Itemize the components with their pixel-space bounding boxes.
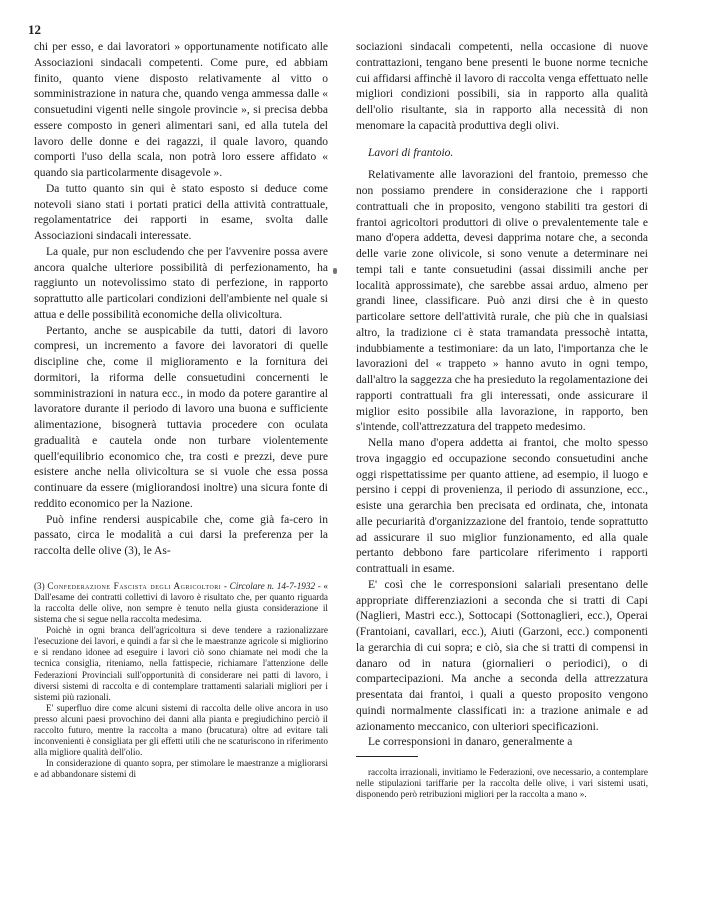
footnote-paragraph: In considerazione di quanto sopra, per stimolare le maestranze a migliorarsi e ad abbandonare sistemi di — [34, 758, 328, 780]
footnote-paragraph: Poichè in ogni branca dell'agricoltura si deve tendere a razionalizzare l'esecuzione dei lavori, e quindi a far sì che le maestranze agricole si migliorino e si rendano idonee ad eseguire i lavori ciò sono chiamate nei modi che la tecnica consiglia, riteniamo, nella fattispecie, richiamare l'attenzione delle Federazioni Provinciali sull'opportunità di considerare nei patti di lavoro, i diversi sistemi di raccolta e di contemplare trattamenti salariali migliori per i sistemi più razionali. — [34, 625, 328, 702]
footnote-paragraph: E' superfluo dire come alcuni sistemi di raccolta delle olive ancora in uso presso alcuni paesi provochino dei danni alla pianta e pregiudichino perciò il raccolto futuro, mentre la raccolta a mano (brucatura) oltre ad evitare tali inconvenienti è consigliata per gli effetti utili che ne scaturiscono in riferimento alla migliore qualità dell'olio. — [34, 702, 328, 758]
body-paragraph: Relativamente alle lavorazioni del frantoio, premesso che non possiamo prendere in considerazione che i rapporti contrattuali che in proposito, vengono stabiliti tra gestori di frantoi agricoltori produttori di olive o prevalentemente tale e mano d'opera addetta, devesi dapprima notare che, a seconda delle varie zone olivicole, si sono venute a determinare nei tempi tali e tante consuetudini (assai dissimili anche per località approssimate), che sarebbe assai arduo, almeno per grandi linee, classificare. Può anzi dirsi che è in questo particolare settore dell'attività rurale, che più che in qualsiasi altro, la tradizione ci è stata tramandata pressochè intatta, indubbiamente a testimoniare: da un lato, l'importanza che le lavorazioni del « trappeto » hanno avuto in ogni tempo, dall'altro la saggezza che ha presieduto la regolamentazione dei rapporti contrattuali fra gli interessati, onde assicurare il miglior esito possibile alla lavorazione, in rapporto, ben s'intende, coll'attrezzatura del trappeto medesimo. — [356, 169, 648, 434]
body-paragraph: E' così che le corresponsioni salariali presentano delle appropriate differenziazioni a seconda che si tratti di Capi (Naglieri, Mastri ecc.), Sottocapi (Sottonaglieri, ecc.), Operai (Frantoiani, cavallari, ecc.), Aiuti (Garzoni, ecc.) componenti la gerarchia di cui sopra; e ciò, sia che si tratti di compensi in danaro od in natura (giornalieri o periodici), o di compartecipazioni. Ma anche a seconda della attrezzatura presentata dai frantoi, i quali a questo proposito vengono quindi normalmente classificati in: a trazione animale e ad azionamento meccanico, con ulteriori specificazioni. — [356, 578, 648, 733]
body-paragraph: sociazioni sindacali competenti, nella occasione di nuove contrattazioni, tengano bene presenti le buone norme tecniche cui affidarsi affinchè il lavoro di raccolta venga effettuato nelle migliori condizioni possibili, sia in rapporto alla qualità dell'olio risultante, sia in rapporto alla necessità di non menomare la capacità produttiva degli olivi. — [356, 41, 648, 132]
footnote-paragraph: (3) Confederazione Fascista degli Agricoltori - Circolare n. 14-7-1932 - « Dall'esame dei contratti collettivi di lavoro è risultato che, per quanto riguarda la raccolta delle olive, non sempre è tenuto nella giusta considerazione il sistema che si segue nella raccolta medesima. — [34, 580, 329, 625]
footnote-rule — [356, 756, 418, 757]
footnote-text: « Dall'esame dei contratti collettivi di lavoro è risultato che, per quanto riguarda la raccolta delle olive, non sempre è tenuto nella giusta considerazione il sistema che si segue nella raccolta medesima. — [34, 580, 329, 625]
body-paragraph: Pertanto, anche se auspicabile da tutti, datori di lavoro compresi, un incremento a favore dei lavoratori di quelle discipline che, come il miglioramento e la fornitura dei dormitori, la riforma delle consuetudini concernenti le somministrazioni in natura ecc., in modo da potere garantire al lavoratore durante il periodo di lavoro una buona e sufficiente alimentazione, bisognerà tuttavia procedere con oculata gradualità e cautela onde non turbare violentemente quell'equilibrio economico che, tra costi e prezzi, deve pure esistere anche nella olivicoltura se si vuole che essa possa continuare da essere (migliorandosi inoltre) una sicura fonte di reddito economico per la Nazione. — [34, 324, 328, 510]
section-heading: Lavori di frantoio. — [368, 146, 454, 159]
footnote-source-org: Confederazione Fascista degli Agricoltori — [47, 580, 222, 591]
footnote-marker: (3) — [34, 580, 45, 591]
body-paragraph: Le corresponsioni in danaro, generalmente a — [368, 736, 573, 749]
footnote-continuation — [356, 767, 648, 800]
ink-speck — [333, 268, 337, 274]
footnote-source-title: Circolare n. 14-7-1932 — [229, 580, 316, 591]
footnote — [34, 581, 328, 781]
body-paragraph: Nella mano d'opera addetta ai frantoi, che molto spesso trova ingaggio ed occupazione secondo consuetudini anche oggi rispettatissime per quanto attiene, ad esempio, il luogo e persino i ceppi di provenienza, il periodo di assunzione, ecc., esiste una gerarchia ben precisata ed ordinata, che, intonata alle pecuriarità d'organizzazione del frantoio, tende soprattutto ad assicurare il suo miglior funzionamento, ed alla quale pertanto debbono fare particolare riferimento i rapporti contrattuali in esame. — [356, 437, 648, 575]
body-paragraph: Da tutto quanto sin qui è stato esposto si deduce come notevoli siano stati i portati pratici della attività contrattuale, regolamentatrice dei rapporti in esame, svolta dalle Associazioni sindacali interessate. — [34, 182, 328, 242]
body-paragraph: Può infine rendersi auspicabile che, come già fa-cero in passato, circa le modalità a cui darsi la preferenza per la raccolta delle olive (3), le As- — [34, 513, 328, 557]
left-column — [34, 40, 328, 780]
body-paragraph: La quale, pur non escludendo che per l'avvenire possa avere ancora qualche ulteriore possibilità di perfezionamento, ha raggiunto un notevolissimo stato di perfezione, in rapporto soprattutto alle particolari condizioni dell'ambiente nel quale si attua e delle possibilità economiche della olivicoltura. — [34, 245, 328, 321]
footnote-paragraph: raccolta irrazionali, invitiamo le Federazioni, ove necessario, a contemplare nelle stipulazioni tariffarie per la raccolta delle olive, i vari sistemi usati, disponendo però retribuzioni migliori per la raccolta a mano ». — [356, 767, 648, 800]
right-column — [356, 40, 648, 800]
page-number: 12 — [28, 22, 41, 37]
body-paragraph: chi per esso, e dai lavoratori » opportunamente notificato alle Associazioni sindacali competenti. Come pure, ed abbiam finito, quanto viene disposto relativamente al vitto o somministrazione in natura che, quando venga ammessa dalle « consuetudini vigenti nelle singole provincie », si precisa debba essere composto in generi alimentari sani, ed alla tutela del lavoro delle donne e dei ragazzi, il quale lavoro, quando comporti l'uso della scala, non potrà loro essere affidato « quando sia particolarmente disagevole ». — [34, 41, 328, 179]
